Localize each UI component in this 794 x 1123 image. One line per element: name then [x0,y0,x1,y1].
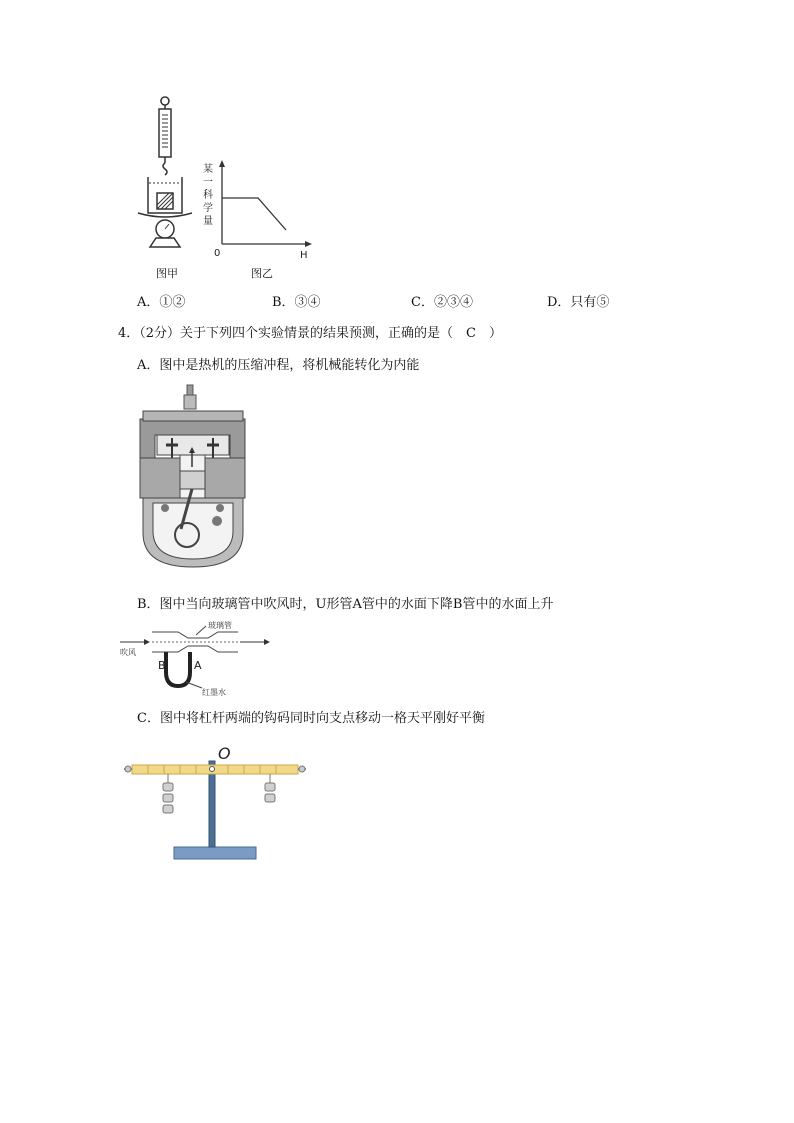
figure-yi-caption: 图乙 [251,267,273,280]
tube-ink-label: 红墨水 [202,688,226,697]
lever-figure [122,743,307,863]
spring-scale-figure [130,95,200,265]
q3-option-a: A．①② [137,295,186,310]
tube-a-label: A [194,659,202,672]
graph-y-char-3: 科 [203,190,213,201]
graph-y-char-2: 一 [203,177,213,188]
graph-x-label: H [300,250,308,261]
q4-option-a: A．图中是热机的压缩冲程，将机械能转化为内能 [137,358,420,373]
glass-tube-figure [118,618,273,698]
q3-option-d: D．只有⑤ [547,295,610,310]
q4-stem: 4．（2分）关于下列四个实验情景的结果预测，正确的是（ C ） [118,326,502,341]
graph-y-char-4: 学 [203,203,213,214]
tube-blow-label: 吹风 [120,648,136,657]
q4-option-b: B．图中当向玻璃管中吹风时，U形管A管中的水面下降B管中的水面上升 [137,597,554,612]
q3-option-c: C．②③④ [411,295,473,310]
graph-figure [200,158,315,263]
engine-cylinder-figure [135,383,250,570]
graph-y-char-5: 量 [203,216,213,227]
figure-jia-caption: 图甲 [156,267,178,280]
tube-b-label: B [158,659,166,672]
lever-pivot-label: O [218,744,231,763]
q3-option-b: B．③④ [272,295,321,310]
graph-origin: 0 [214,248,221,259]
graph-y-char-1: 某 [203,164,213,175]
q4-option-c: C．图中将杠杆两端的钩码同时向支点移动一格天平刚好平衡 [137,711,485,726]
tube-glass-label: 玻璃管 [208,621,232,630]
